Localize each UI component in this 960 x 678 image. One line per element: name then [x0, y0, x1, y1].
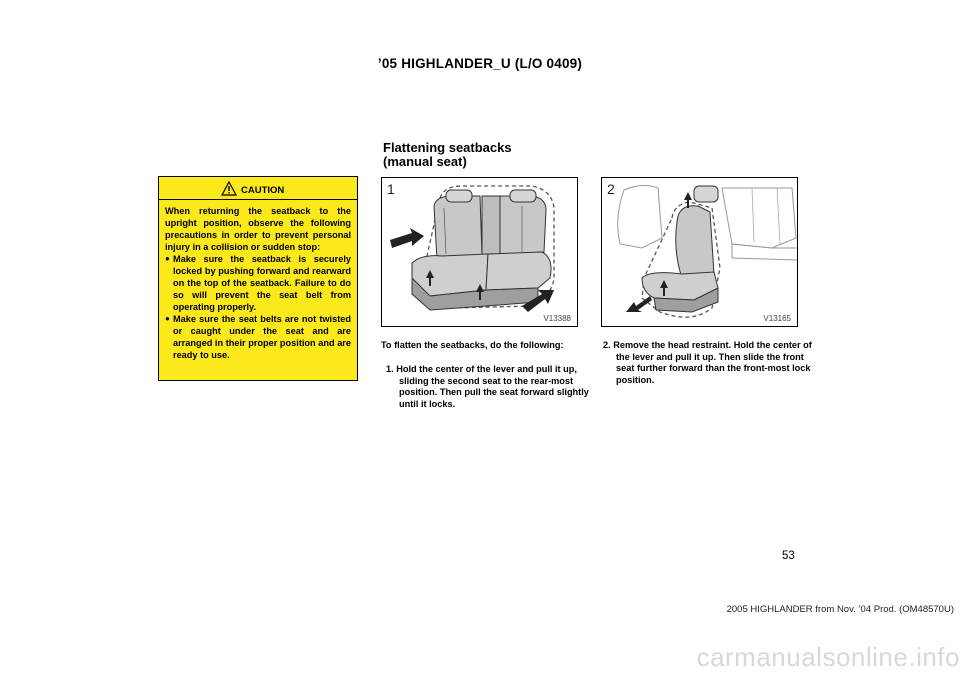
caution-box [158, 176, 358, 381]
figure-1-rear-seat [381, 177, 578, 327]
caution-bullet-text: Make sure the seatback is securely locked by pushing forward and rearward on the top of the seatback. Failure to do so will prevent the seat belt from operating properly. [173, 254, 351, 312]
caution-body [165, 205, 351, 361]
section-title-line1: Flattening seatbacks [383, 140, 512, 155]
instruction-step-2: 2. Remove the head restraint. Hold the center of the lever and pull it up. Then slide the front seat further forward than the front-most lock position. [603, 340, 812, 385]
bullet-icon: ● [165, 314, 170, 323]
figure-code: V13388 [543, 314, 571, 323]
page-footer: 2005 HIGHLANDER from Nov. ’04 Prod. (OM48570U) [726, 604, 954, 615]
caution-divider [159, 199, 357, 200]
figure-2-front-seat [601, 177, 798, 327]
figure-number: 1 [387, 181, 395, 197]
section-title-line2: (manual seat) [383, 154, 467, 169]
bullet-icon: ● [165, 254, 170, 263]
instruction-step-1: 1. Hold the center of the lever and pull it up, sliding the second seat to the rear-most position. Then pull the seat forward slightly until it locks. [386, 364, 589, 409]
figure-code: V13165 [763, 314, 791, 323]
caution-bullet-item [165, 253, 351, 313]
watermark: carmanualsonline.info [696, 642, 960, 672]
caution-bullet-text: Make sure the seat belts are not twisted or caught under the seat and are arranged in their proper position and are ready to use. [173, 314, 351, 360]
rear-seat-illustration-icon [382, 178, 578, 327]
front-seat-illustration-icon [602, 178, 798, 327]
page-header-title: ’05 HIGHLANDER_U (L/O 0409) [377, 56, 583, 71]
warning-triangle-icon [221, 181, 237, 196]
caution-header [159, 181, 357, 199]
caution-label: CAUTION [241, 185, 285, 196]
caution-intro: When returning the seatback to the upright position, observe the following precautions in order to prevent personal injury in a collision or sudden stop: [165, 206, 351, 252]
section-title [383, 141, 512, 169]
caution-bullet-item [165, 313, 351, 361]
instructions-intro: To flatten the seatbacks, do the following: [381, 340, 564, 350]
page-number: 53 [782, 550, 795, 562]
figure-number: 2 [607, 181, 615, 197]
